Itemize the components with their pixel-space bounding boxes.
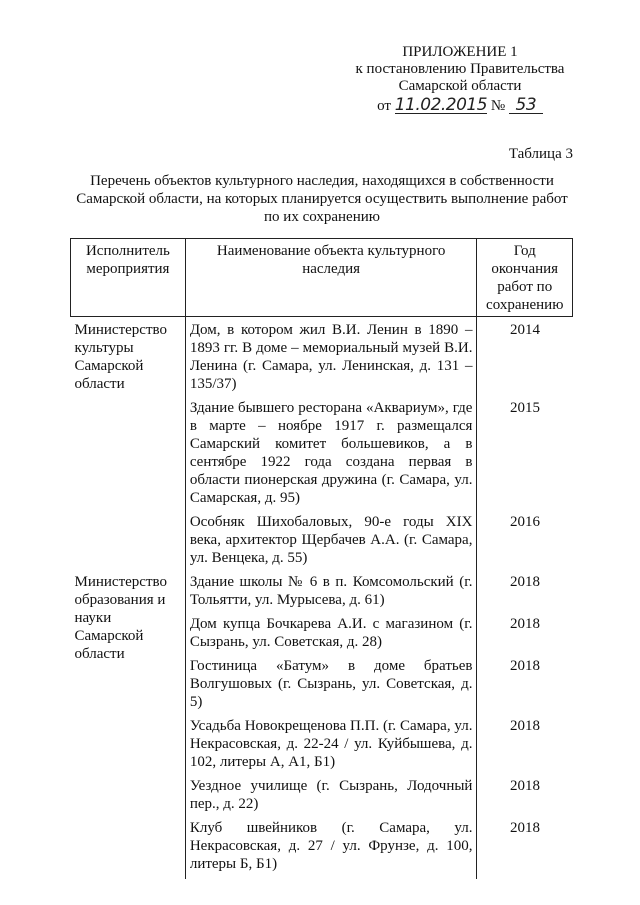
table-body [71, 317, 573, 880]
year-cell: 2018 [509, 820, 540, 836]
handwritten-date: 11.02.2015 [394, 95, 488, 115]
date-prefix: от [377, 98, 391, 114]
handwritten-number: 53 [509, 97, 543, 114]
object-name-cell: Гостиница «Батум» в доме братьев Волгушовых (г. Сызрань, ул. Советская, д. 5) [185, 657, 477, 717]
appendix-region-line: Самарской области [398, 78, 522, 94]
object-name-cell: Дом купца Бочкарева А.И. с магазином (г. Сызрань, ул. Советская, д. 28) [185, 615, 477, 657]
header-row [71, 239, 573, 317]
object-name-cell: Особняк Шихобаловых, 90-е годы XIX века, архитектор Щербачев А.А. (г. Самара, ул. Венцека, д. 55) [185, 513, 477, 573]
object-name-cell: Усадьба Новокрещенова П.П. (г. Самара, ул. Некрасовская, д. 22-24 / ул. Куйбышева, д. 102, литеры А, А1, Б1) [185, 717, 477, 777]
year-cell: 2015 [509, 400, 540, 416]
number-label: № [490, 98, 506, 114]
appendix-title: ПРИЛОЖЕНИЕ 1 [402, 44, 518, 60]
table-row [71, 317, 573, 400]
executor-cell: Министерство образования и науки Самарской области [74, 574, 167, 662]
appendix-header [340, 44, 580, 115]
object-name-cell: Здание бывшего ресторана «Аквариум», где в марте – ноябре 1917 г. размещался Самарский комитет большевиков, а в сентябре 1922 года создана первая в области пионерская дружина (г. Самара, ул. Самарская, д. 95) [185, 399, 477, 513]
year-cell: 2018 [509, 616, 540, 632]
heritage-objects-table [70, 238, 573, 879]
table-label: Таблица 3 [508, 146, 573, 162]
object-name-cell: Уездное училище (г. Сызрань, Лодочный пер., д. 22) [185, 777, 477, 819]
appendix-date-line [340, 97, 580, 115]
document-title: Перечень объектов культурного наследия, находящихся в собственности Самарской области, на которых планируется осуществить выполнение работ по их сохранению [76, 173, 568, 225]
appendix-resolution-line: к постановлению Правительства [355, 61, 565, 77]
header-completion-year: Год окончания работ по сохранению [477, 239, 573, 317]
executor-cell: Министерство культуры Самарской области [74, 322, 167, 392]
year-cell: 2018 [509, 718, 540, 734]
object-name-cell: Клуб швейников (г. Самара, ул. Некрасовская, д. 27 / ул. Фрунзе, д. 100, литеры Б, Б1) [185, 819, 477, 879]
header-object-name: Наименование объекта культурного наследия [185, 239, 477, 317]
object-name-cell: Дом, в котором жил В.И. Ленин в 1890 – 1893 гг. В доме – мемориальный музей В.И. Ленина (г. Самара, ул. Ленинская, д. 131 – 135/37) [185, 317, 477, 400]
header-executor: Исполнитель мероприятия [71, 239, 186, 317]
year-cell: 2018 [509, 574, 540, 590]
object-name-cell: Здание школы № 6 в п. Комсомольский (г. Тольятти, ул. Мурысева, д. 61) [185, 573, 477, 615]
table-row [71, 573, 573, 615]
year-cell: 2018 [509, 778, 540, 794]
year-cell: 2016 [509, 514, 540, 530]
table-header [71, 239, 573, 317]
year-cell: 2018 [509, 658, 540, 674]
year-cell: 2014 [509, 322, 540, 338]
